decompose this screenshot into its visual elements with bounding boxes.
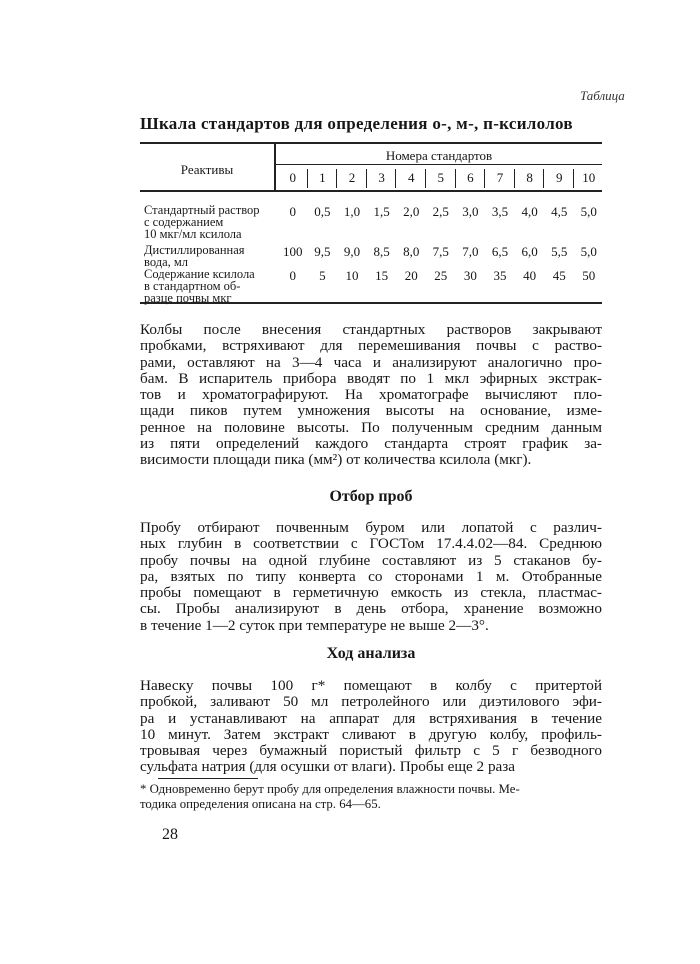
text-line: ра, взятых по типу конверта со сторонами 1 м. Отобранные (140, 567, 602, 585)
table-cell: 4,5 (551, 204, 568, 219)
text-line: в течение 1—2 суток при температуре не выше 2—3°. (140, 616, 489, 634)
table-cell: 4,0 (521, 204, 538, 219)
standard-number: 2 (348, 170, 356, 185)
text-line: ра и устанавливают на аппарат для встряхивания в течение (140, 709, 602, 727)
table-cell: 5,0 (580, 204, 597, 219)
table-cell: 7,0 (462, 244, 479, 259)
text-line: Колбы после внесения стандартных растворов закрывают (140, 321, 602, 338)
paragraph-sampling (140, 520, 602, 634)
standard-number: 9 (555, 170, 563, 185)
text-line: из пяти определений каждого стандарта строят график за- (140, 435, 602, 453)
column-divider (514, 169, 515, 188)
text-line: пробками, встряхивают для перемешивания почвы с раство- (140, 337, 602, 355)
table-cell: 35 (493, 268, 507, 283)
table-cell: 8,0 (403, 244, 420, 259)
standard-number: 7 (496, 170, 504, 185)
table-cell: 1,5 (373, 204, 390, 219)
table-cell: 0 (289, 268, 297, 283)
column-divider (395, 169, 396, 188)
text-line: * Одновременно берут пробу для определения влажности почвы. Ме- (140, 782, 520, 796)
row-label-line: Содержание ксилола (144, 267, 255, 281)
text-line: 10 минут. Затем экстракт сливают в другую колбу, профиль- (140, 725, 602, 743)
text-line: бам. В испаритель прибора вводят по 1 мкл эфирных экстрак- (140, 369, 602, 387)
table-cell: 25 (434, 268, 448, 283)
text-line: висимости площади пика (мм²) от количества ксилола (мкг). (140, 451, 532, 469)
row-label-line: вода, мл (144, 255, 189, 269)
heading-sampling: Отбор проб (329, 488, 413, 505)
table-cell: 30 (463, 268, 477, 283)
header-sub-rule (276, 164, 602, 165)
table-cell: 9,5 (314, 244, 331, 259)
text-line: Пробу отбирают почвенным буром или лопатой с различ- (140, 519, 602, 536)
table-cell: 0 (289, 204, 297, 219)
table-cell: 20 (404, 268, 418, 283)
table-cell: 45 (552, 268, 566, 283)
table-cell: 10 (345, 268, 359, 283)
footnote-rule (158, 778, 258, 779)
table-cell: 0,5 (314, 204, 331, 219)
row-label-line: 10 мкг/мл ксилола (144, 227, 242, 241)
table-cell: 15 (375, 268, 389, 283)
table-cell: 9,0 (343, 244, 361, 259)
standard-number: 10 (582, 170, 596, 185)
page-number: 28 (162, 826, 178, 843)
standard-number: 1 (319, 170, 326, 185)
column-divider (484, 169, 485, 188)
text-line: тровывая через бумажный пористый фильтр с 5 г безводного (140, 742, 602, 760)
text-line: пробы помещают в герметичную емкость из стекла, пластмас- (140, 584, 602, 602)
table-cell: 3,0 (462, 204, 479, 219)
text-line: пробу почвы на одной глубине составляют из 5 стаканов бу- (140, 551, 602, 569)
row-label-line: в стандартном об- (144, 279, 241, 293)
text-line: ренное на половине высоты. По полученным средним данным (140, 418, 602, 436)
text-line: тов и хроматографируют. На хроматографе вычисляют пло- (140, 386, 602, 404)
reagents-header: Реактивы (180, 162, 234, 177)
row-label-line: разце почвы мкг (144, 291, 232, 305)
table-cell: 2,5 (432, 204, 449, 219)
standard-number: 8 (526, 170, 533, 185)
column-divider (573, 169, 574, 188)
table-cell: 50 (582, 268, 596, 283)
row-label (144, 268, 278, 304)
table-cell: 5 (319, 268, 326, 283)
standard-number: 0 (289, 170, 297, 185)
text-line: щади пиков путем умножения высоты на основание, изме- (140, 402, 602, 420)
text-line: пробкой, заливают 50 мл петролейного или диэтилового эфи- (140, 693, 602, 711)
text-line: Навеску почвы 100 г* помещают в колбу с притертой (140, 677, 602, 694)
standards-table (140, 142, 602, 305)
standard-number: 6 (467, 170, 474, 185)
table-cell: 6,5 (491, 244, 509, 259)
standards-header: Номера стандартов (385, 148, 493, 163)
text-line: сульфата натрия (для осушки от влаги). Пробы еще 2 раза (140, 758, 516, 776)
table-cell: 7,5 (432, 244, 449, 259)
column-divider (366, 169, 367, 188)
table-cell: 6,0 (521, 244, 538, 259)
column-divider (455, 169, 456, 188)
paragraph-analysis (140, 678, 602, 776)
table-cell: 40 (523, 268, 537, 283)
text-line: рами, оставляют на 3—4 часа и анализируют аналогично про- (140, 353, 602, 371)
table-cell: 5,0 (580, 244, 597, 259)
table-title: Шкала стандартов для определения о-, м-, п-ксилолов (140, 114, 573, 133)
row-label-line: Дистиллированная (144, 243, 245, 257)
row-label (144, 244, 278, 268)
table-cell: 3,5 (491, 204, 509, 219)
standard-number: 3 (378, 170, 385, 185)
footnote (140, 782, 602, 812)
paragraph-calibration (140, 322, 602, 469)
column-divider (425, 169, 426, 188)
row-label (144, 204, 278, 240)
table-cell: 5,5 (551, 244, 568, 259)
standard-number: 5 (437, 170, 445, 185)
table-cell: 2,0 (403, 204, 420, 219)
column-divider (307, 169, 308, 188)
table-cell: 8,5 (373, 244, 390, 259)
text-line: ных глубин в соответствии с ГОСТом 17.4.4.02—84. Среднюю (140, 535, 602, 553)
row-label-line: с содержанием (144, 215, 224, 229)
row-label-line: Стандартный раствор (144, 203, 260, 217)
table-cell: 1,0 (343, 204, 361, 219)
standard-number: 4 (407, 170, 415, 185)
header-bottom-rule (140, 190, 602, 192)
heading-analysis: Ход анализа (326, 645, 416, 662)
column-divider (336, 169, 337, 188)
text-line: сы. Пробы анализируют в день отбора, хранение возможно (140, 600, 602, 618)
table-cell: 100 (283, 244, 303, 259)
table-label: Таблица (580, 88, 625, 103)
table-top-rule (140, 142, 602, 144)
column-divider (543, 169, 544, 188)
text-line: тодика определения описана на стр. 64—65. (140, 797, 381, 811)
